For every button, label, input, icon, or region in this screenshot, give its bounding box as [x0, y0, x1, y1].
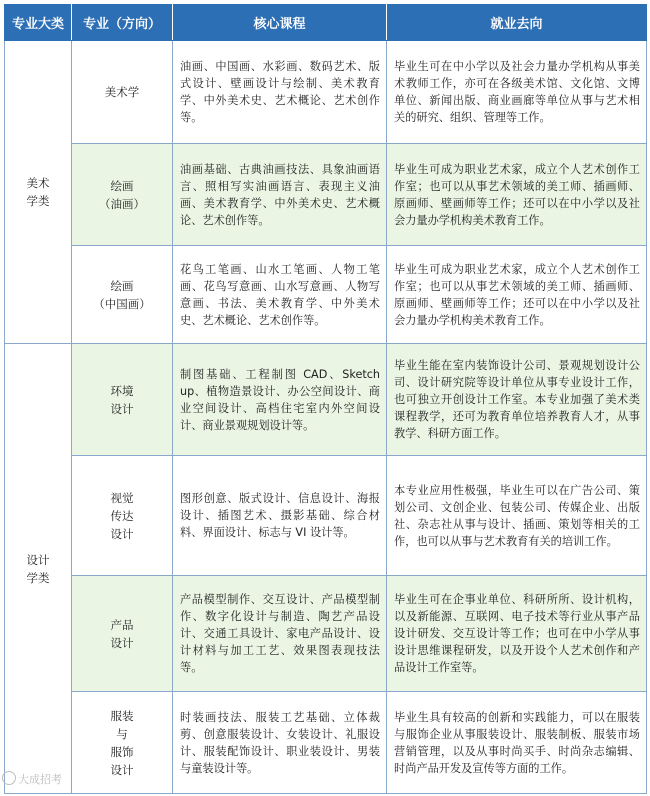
career-cell: 毕业生可成为职业艺术家，成立个人艺术创作工作室；也可以从事艺术领域的美工师、插画师、原画师、壁画师等工作；还可以在中小学以及社会力量办学机构美术教育工作。	[387, 144, 647, 246]
major-line: 环境	[110, 383, 134, 398]
category-line: 设计	[26, 552, 50, 567]
category-line: 美术	[26, 176, 50, 190]
major-cell	[72, 692, 173, 794]
table-row	[5, 344, 647, 456]
major-line: 服装	[110, 708, 134, 723]
table-row	[5, 692, 647, 794]
table-row	[5, 246, 647, 344]
category-cell	[5, 41, 72, 344]
courses-cell: 制图基础、工程制图 CAD、Sketch up、植物造景设计、办公空间设计、商业空间设计、高档住宅室内外空间设计、商业景观规划设计等。	[173, 344, 387, 456]
header-category: 专业大类	[5, 5, 72, 41]
major-line: 传达	[110, 508, 134, 523]
major-line: 设计	[110, 635, 134, 650]
header-career: 就业去向	[387, 5, 647, 41]
watermark	[2, 771, 62, 787]
major-cell	[72, 344, 173, 456]
table-header-row	[5, 5, 647, 41]
career-cell: 毕业生可在企事业单位、科研所所、设计机构，以及新能源、互联网、电子技术等行业从事产品设计研发、交互设计等工作；也可在中小学从事设计思维课程研发，以及开设个人艺术创作和产品设计工作室等。	[387, 576, 647, 692]
category-line: 学类	[26, 570, 50, 585]
major-cell	[72, 246, 173, 344]
major-line: 设计	[110, 526, 134, 541]
major-cell	[72, 41, 173, 144]
courses-cell: 图形创意、版式设计、信息设计、海报设计、插图艺术、摄影基础、综合材料、界面设计、标志与 VI 设计等。	[173, 456, 387, 576]
courses-cell: 花鸟工笔画、山水工笔画、人物工笔画、花鸟写意画、山水写意画、人物写意画、书法、美术教育学、中外美术史、艺术概论、艺术创作等。	[173, 246, 387, 344]
major-line: （中国画）	[93, 296, 151, 311]
major-line: 绘画	[110, 178, 134, 193]
table-row	[5, 456, 647, 576]
major-line: 视觉	[110, 490, 134, 505]
watermark-text: 大成招考	[18, 773, 62, 786]
career-cell: 毕业生可在中小学以及社会力量办学机构从事美术教师工作，亦可在各级美术馆、文化馆、文博单位、新闻出版、商业画廊等单位从事与艺术相关的研究、组织、管理等工作。	[387, 41, 647, 144]
major-line: 与	[116, 726, 128, 741]
courses-cell: 油画基础、古典油画技法、具象油画语言、照相写实油画语言、表现主义油画、美术教育学、中外美术史、艺术概论、艺术创作等。	[173, 144, 387, 246]
major-line: 产品	[110, 617, 134, 632]
courses-cell: 时装画技法、服装工艺基础、立体裁剪、创意服装设计、女装设计、礼服设计、服装配饰设计、职业装设计、男装与童装设计等。	[173, 692, 387, 794]
major-line: 绘画	[110, 278, 134, 293]
majors-table	[4, 4, 647, 794]
major-line: 美术学	[104, 85, 140, 99]
category-cell	[5, 344, 72, 794]
table-row	[5, 144, 647, 246]
header-major: 专业（方向）	[72, 5, 173, 41]
career-cell: 毕业生可成为职业艺术家，成立个人艺术创作工作室；也可以从事艺术领域的美工师、插画师、原画师、壁画师等工作；还可以在中小学以及社会力量办学机构美术教育工作。	[387, 246, 647, 344]
major-cell	[72, 144, 173, 246]
career-cell: 毕业生具有较高的创新和实践能力，可以在服装与服饰企业从事服装设计、服装制板、服装市场营销管理，以及从事时尚买手、时尚杂志编辑、时尚产品开发及宣传等方面的工作。	[387, 692, 647, 794]
major-line: 设计	[110, 762, 134, 777]
career-cell: 毕业生能在室内装饰设计公司、景观规划设计公司、设计研究院等设计单位从事专业设计工作，也可独立开创设计工作室。本专业加强了美术类课程教学，还可为教育单位培养教育人才，从事教学、科研方面工作。	[387, 344, 647, 456]
major-line: 设计	[110, 401, 134, 416]
table-row	[5, 41, 647, 144]
table-row	[5, 576, 647, 692]
major-line: 服饰	[110, 744, 134, 759]
header-courses: 核心课程	[173, 5, 387, 41]
courses-cell: 油画、中国画、水彩画、数码艺术、版式设计、壁画设计与绘制、美术教育学、中外美术史、艺术概论、艺术创作等。	[173, 41, 387, 144]
major-cell	[72, 456, 173, 576]
courses-cell: 产品模型制作、交互设计、产品模型制作、数字化设计与制造、陶艺产品设计、交通工具设计、家电产品设计、设计材料与加工工艺、效果图表现技法等。	[173, 576, 387, 692]
career-cell: 本专业应用性极强，毕业生可以在广告公司、策划公司、文创企业、包装公司、传媒企业、出版社、杂志社从事与设计、插画、策划等相关的工作，也可以从事与艺术教育有关的培训工作。	[387, 456, 647, 576]
category-line: 学类	[26, 194, 50, 208]
watermark-logo-icon	[2, 771, 16, 785]
major-cell	[72, 576, 173, 692]
major-line: （油画）	[99, 196, 145, 211]
